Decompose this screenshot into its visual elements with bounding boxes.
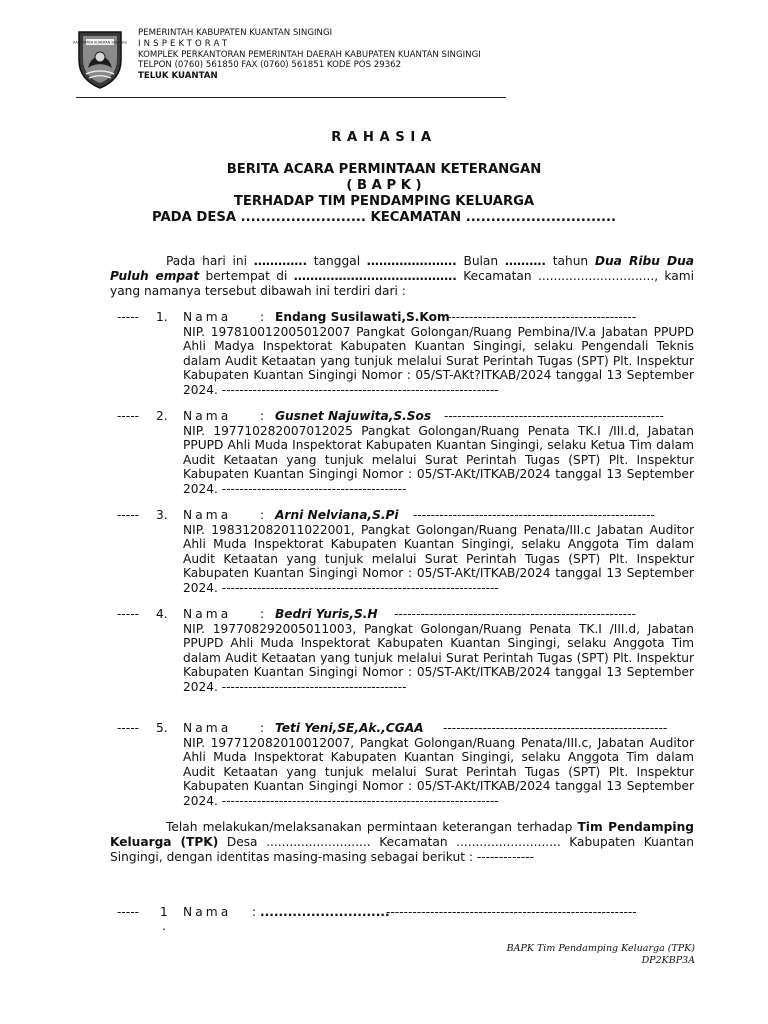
letterhead-city: TELUK KUANTAN (138, 71, 218, 82)
respondent-number: 1 (160, 905, 168, 919)
member-number: 3. (156, 508, 168, 522)
document-subject: TERHADAP TIM PENDAMPING KELUARGA (233, 194, 535, 209)
member-number: 1. (156, 310, 168, 324)
page-footer (507, 943, 695, 966)
document-abbreviation: ( B A P K ) (346, 178, 422, 193)
member-name-label: Nama (183, 508, 232, 522)
member-entry: ----- 3. Nama : Arni Nelviana,S.Pi ------------------------------------------------------- NIP. 198312082011022001, Pangkat Golongan/Ruang Penata/III.c Jabatan Auditor Ahli Muda Inspektorat Kabupaten Kuantan Singingi, selaku Anggota Tim dalam Audit Ketaatan yang tunjuk melalui Surat Perintah Tugas (SPT) Plt. Inspektur Kabupaten Kuantan Singingi Nomor : 05/ST-AKt/ITKAB/2024 tanggal 13 September 2024. --------------------------------------------------------------- (117, 508, 694, 595)
member-number: 5. (156, 721, 168, 735)
document-location: PADA DESA ......................... KECAMATAN .............................. (152, 210, 616, 225)
member-details: NIP. 197712082010012007, Pangkat Golongan/Ruang Penata/III.c, Jabatan Auditor Ahli Muda Inspektorat Kabupaten Kuantan Singingi, selaku Anggota Tim dalam Audit Ketaatan yang tunjuk melalui Surat Perintah Tugas (SPT) Plt. Inspektur Kabupaten Kuantan Singingi Nomor : 05/ST-AKt/ITKAB/2024 tanggal 13 September 2024. --------------------------------------------------------------- (183, 735, 694, 808)
letterhead-office: INSPEKTORAT (138, 38, 231, 49)
tpk-label: Tim Pendamping Keluarga (TPK) (110, 820, 694, 849)
classification-label: RAHASIA (331, 130, 437, 145)
closing-paragraph: Telah melakukan/melaksanakan permintaan keterangan terhadap Tim Pendamping Keluarga (TPK) Desa ........................... Kecamatan ........................... Kabupaten Kuantan Singingi, dengan identitas masing-masing sebagai berikut : ------------- (110, 820, 694, 864)
svg-text:KABUPATEN KUANTAN SINGINGI: KABUPATEN KUANTAN SINGINGI (73, 40, 127, 45)
member-name: Teti Yeni,SE,Ak.,CGAA (275, 721, 424, 735)
respondent-name-label: Nama (183, 905, 232, 919)
member-details: NIP. 197708292005011003, Pangkat Golongan/Ruang Penata TK.I /III.d, Jabatan PPUPD Ahli Muda Inspektorat Kabupaten Kuantan Singingi, selaku Anggota Tim dalam Audit Ketaatan yang tunjuk melalui Surat Perintah Tugas (SPT) Plt. Inspektur Kabupaten Kuantan Singingi Nomor : 05/ST-AKt/ITKAB/2024 tanggal 13 September 2024. ------------------------------------------ (183, 621, 694, 694)
intro-paragraph: Pada hari ini …………. tanggal …………………. Bulan ………. tahun Dua Ribu Dua Puluh empat bertempat di …………………………………. Kecamatan .............................., kami yang namanya tersebut dibawah ini terdiri dari : (110, 254, 695, 298)
letterhead (73, 28, 506, 96)
member-entry: ----- 2. Nama : Gusnet Najuwita,S.Sos -------------------------------------------------- NIP. 197710282007012025 Pangkat Golongan/Ruang Penata TK.I /III.d, Jabatan PPUPD Ahli Muda Inspektorat Kabupaten Kuantan Singingi, selaku Ketua Tim dalam Audit Ketaatan yang tunjuk melalui Surat Perintah Tugas (SPT) Plt. Inspektur Kabupaten Kuantan Singingi Nomor : 05/ST-AKt/ITKAB/2024 tanggal 13 September 2024. ------------------------------------------ (117, 409, 694, 496)
letterhead-divider (76, 97, 506, 98)
regency-emblem-icon (73, 30, 127, 90)
member-details: NIP. 197810012005012007 Pangkat Golongan/Ruang Pembina/IV.a Jabatan PPUPD Ahli Madya Inspektorat Kabupaten Kuantan Singingi, selaku Pengendali Teknis dalam Audit Ketaatan yang tunjuk melalui Surat Perintah Tugas (SPT) Plt. Inspektur Kabupaten Kuantan Singingi Nomor : 05/ST-AKt?ITKAB/2024 tanggal 13 September 2024. --------------------------------------------------------------- (183, 324, 694, 397)
footer-agency: DP2KBP3A (641, 954, 695, 966)
year-text: Dua Ribu Dua Puluh empat (110, 254, 695, 283)
member-name: Bedri Yuris,S.H (275, 607, 378, 621)
respondent-entry: ----- 1 Nama : ............................ --------------------------------------------------------- . (117, 905, 637, 933)
member-entry: ----- 4. Nama : Bedri Yuris,S.H ------------------------------------------------------- NIP. 197708292005011003, Pangkat Golongan/Ruang Penata TK.I /III.d, Jabatan PPUPD Ahli Muda Inspektorat Kabupaten Kuantan Singingi, selaku Anggota Tim dalam Audit Ketaatan yang tunjuk melalui Surat Perintah Tugas (SPT) Plt. Inspektur Kabupaten Kuantan Singingi Nomor : 05/ST-AKt/ITKAB/2024 tanggal 13 September 2024. ------------------------------------------ (117, 607, 694, 694)
member-details: NIP. 198312082011022001, Pangkat Golongan/Ruang Penata/III.c Jabatan Auditor Ahli Muda Inspektorat Kabupaten Kuantan Singingi, selaku Anggota Tim dalam Audit Ketaatan yang tunjuk melalui Surat Perintah Tugas (SPT) Plt. Inspektur Kabupaten Kuantan Singingi Nomor : 05/ST-AKt/ITKAB/2024 tanggal 13 September 2024. --------------------------------------------------------------- (183, 522, 694, 595)
letterhead-address: KOMPLEK PERKANTORAN PEMERINTAH DAERAH KABUPATEN KUANTAN SINGINGI (138, 49, 481, 60)
member-name-label: Nama (183, 310, 232, 324)
member-name: Gusnet Najuwita,S.Sos (275, 409, 432, 423)
member-details: NIP. 197710282007012025 Pangkat Golongan/Ruang Penata TK.I /III.d, Jabatan PPUPD Ahli Muda Inspektorat Kabupaten Kuantan Singingi, selaku Ketua Tim dalam Audit Ketaatan yang tunjuk melalui Surat Perintah Tugas (SPT) Plt. Inspektur Kabupaten Kuantan Singingi Nomor : 05/ST-AKt/ITKAB/2024 tanggal 13 September 2024. ------------------------------------------ (183, 423, 694, 496)
document-title: BERITA ACARA PERMINTAAN KETERANGAN (226, 162, 542, 177)
member-name-label: Nama (183, 721, 232, 735)
member-name: Arni Nelviana,S.Pi (275, 508, 399, 522)
member-entry: ----- 5. Nama : Teti Yeni,SE,Ak.,CGAA --------------------------------------------------- NIP. 197712082010012007, Pangkat Golongan/Ruang Penata/III.c, Jabatan Auditor Ahli Muda Inspektorat Kabupaten Kuantan Singingi, selaku Anggota Tim dalam Audit Ketaatan yang tunjuk melalui Surat Perintah Tugas (SPT) Plt. Inspektur Kabupaten Kuantan Singingi Nomor : 05/ST-AKt/ITKAB/2024 tanggal 13 September 2024. --------------------------------------------------------------- (117, 721, 694, 808)
member-number: 2. (156, 409, 168, 423)
blank-day: …………. (253, 254, 308, 268)
member-name: Endang Susilawati,S.Kom (275, 310, 450, 324)
blank-month: ………. (504, 254, 547, 268)
member-name-label: Nama (183, 409, 232, 423)
member-entry: ----- 1. Nama : Endang Susilawati,S.Kom ------------------------------------------- NIP. 197810012005012007 Pangkat Golongan/Ruang Pembina/IV.a Jabatan PPUPD Ahli Madya Inspektorat Kabupaten Kuantan Singingi, selaku Pengendali Teknis dalam Audit Ketaatan yang tunjuk melalui Surat Perintah Tugas (SPT) Plt. Inspektur Kabupaten Kuantan Singingi Nomor : 05/ST-AKt?ITKAB/2024 tanggal 13 September 2024. --------------------------------------------------------------- (117, 310, 694, 397)
member-name-label: Nama (183, 607, 232, 621)
footer-document-label: BAPK Tim Pendamping Keluarga (TPK) (506, 943, 695, 954)
blank-date: …………………. (366, 254, 457, 268)
respondent-name-blank: ............................ (260, 905, 390, 919)
member-number: 4. (156, 607, 168, 621)
letterhead-phone: TELPON (0760) 561850 FAX (0760) 561851 KODE POS 29362 (138, 60, 402, 71)
letterhead-government: PEMERINTAH KABUPATEN KUANTAN SINGINGI (138, 28, 333, 38)
blank-place: …………………………………. (293, 269, 457, 283)
